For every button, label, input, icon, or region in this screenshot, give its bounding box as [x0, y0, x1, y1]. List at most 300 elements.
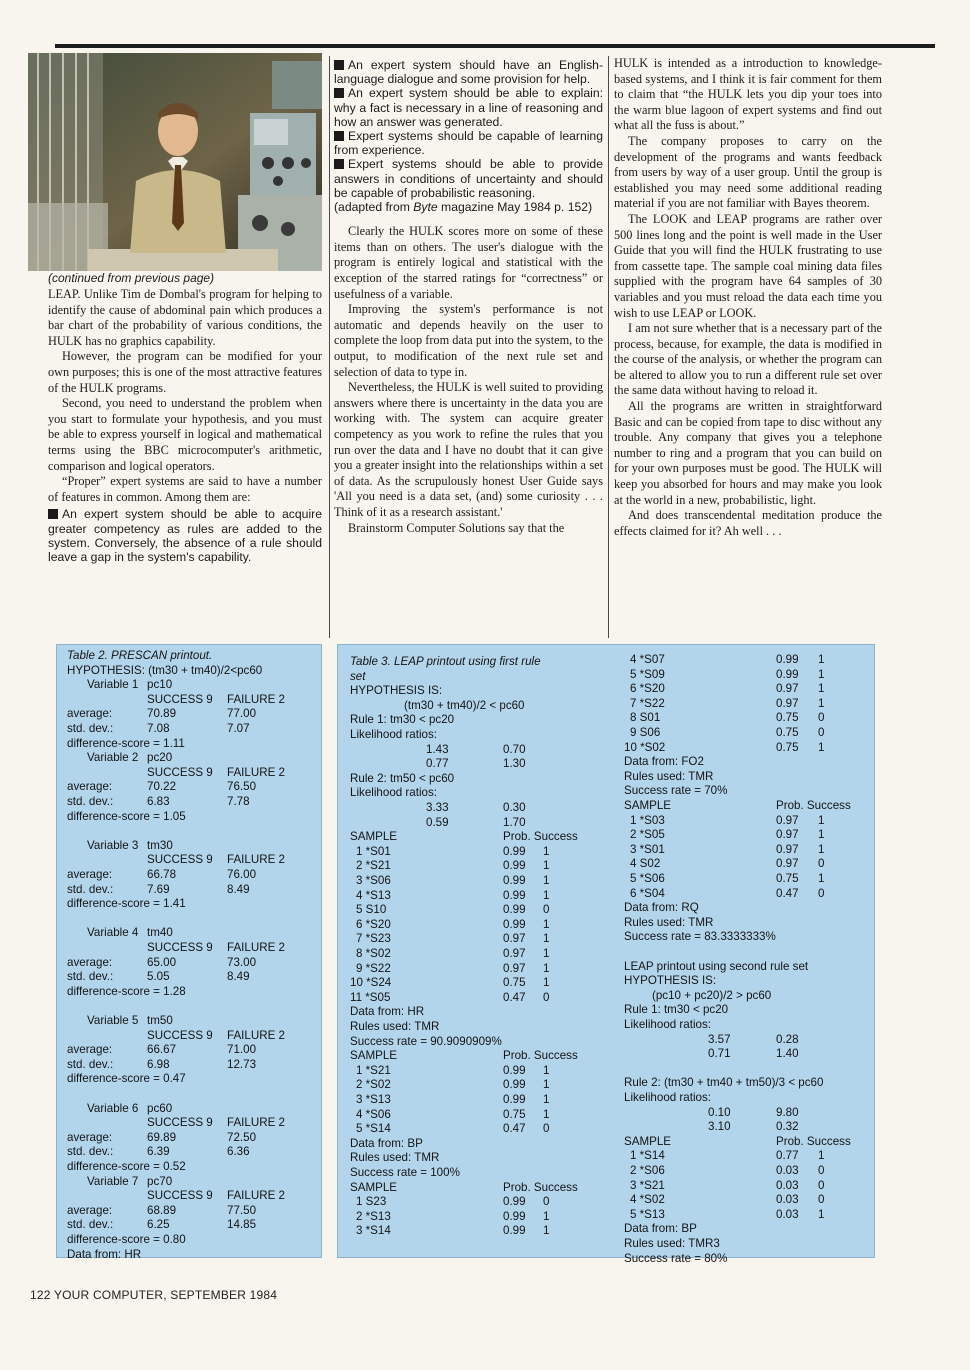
table-cell: 0.99	[503, 874, 526, 887]
table-cell: difference-score = 1.11	[67, 736, 185, 750]
table-row	[338, 918, 606, 933]
table-cell: 0.75	[776, 726, 799, 739]
table-cell: pc20	[147, 751, 173, 765]
table-cell: 0.97	[503, 961, 526, 975]
table-cell: 8.49	[227, 882, 250, 896]
table-cell: 0.99	[503, 859, 526, 873]
table-cell: std. dev.:	[67, 795, 114, 808]
col1-paragraph: Second, you need to understand the problem when you start to formulate your hypothesis, and you must be able to express yourself in logical and mathematical terms using the BBC microcomputer's arithmetic, comparison and logical operators.	[48, 396, 322, 473]
table-cell: 76.00	[227, 868, 257, 881]
table-row	[608, 1120, 874, 1135]
table-cell: 0.97	[776, 696, 799, 710]
table-row	[608, 1252, 874, 1267]
table-row	[338, 962, 606, 977]
table-cell: 0.28	[776, 1032, 799, 1046]
table-cell: SUCCESS 9	[147, 692, 213, 706]
table-cell: 5 *S13	[630, 1207, 665, 1221]
table-cell: 66.78	[147, 868, 177, 881]
table-row	[338, 699, 606, 714]
table-cell: Success rate = 83.3333333%	[624, 930, 776, 944]
table-cell: Variable 5	[87, 1014, 139, 1027]
table-row	[338, 889, 606, 904]
table-row	[608, 960, 874, 975]
col2-paragraph: Clearly the HULK scores more on some of these items than on others. The user's dialogue with the program is entirely logical and statistical with the exception of the starred ratings for “correctness” or usefulness of a variable.	[334, 224, 603, 301]
table-cell: 3 *S06	[356, 874, 391, 887]
table-cell: Table 2. PRESCAN printout.	[67, 649, 213, 662]
table-row	[57, 1175, 321, 1190]
table-row	[57, 766, 321, 781]
table-cell: 1 *S21	[356, 1063, 391, 1077]
table-cell: 6 *S20	[630, 682, 665, 696]
table-row	[57, 1058, 321, 1073]
col2-paragraph: Brainstorm Computer Solutions say that the	[348, 520, 565, 535]
table-cell: 1	[543, 1078, 550, 1092]
table-cell: Data from: HR	[67, 1247, 142, 1261]
table-cell: Rules used: TMR	[350, 1020, 440, 1033]
table-cell: 0.47	[503, 1122, 526, 1136]
table-cell: average:	[67, 955, 113, 969]
table-cell: 70.89	[147, 707, 177, 721]
table-cell: average:	[67, 1130, 113, 1144]
table-cell: 7 *S23	[356, 932, 391, 946]
feature-bullet: An expert system should have an English-language dialogue and some provision for help.	[334, 58, 603, 87]
table-row	[338, 816, 606, 831]
table-cell: Likelihood ratios:	[624, 1018, 712, 1031]
table-cell: FAILURE 2	[227, 941, 285, 954]
table-cell: 70.22	[147, 780, 177, 794]
table-row	[57, 926, 321, 941]
table-row	[57, 751, 321, 766]
table-cell: 9.80	[776, 1105, 799, 1119]
table-row	[57, 999, 321, 1014]
table-row	[57, 1131, 321, 1146]
table-cell: 68.89	[147, 1203, 177, 1217]
table-cell: SUCCESS 9	[147, 1028, 213, 1042]
table-row	[608, 1091, 874, 1106]
table-row	[338, 1049, 606, 1064]
table-cell: 0.99	[503, 1063, 526, 1077]
table-cell: SAMPLE	[624, 799, 672, 812]
table-row	[608, 784, 874, 799]
table-row	[608, 974, 874, 989]
col1-paragraph: LEAP. Unlike Tim de Dombal's program for helping to identify the cause of abdominal pain which produces a bar chart of the probability of various conditions, the HULK has no graphics capability.	[48, 287, 322, 348]
table-row	[608, 916, 874, 931]
table-cell: 1	[818, 828, 825, 842]
table-cell: 6 *S20	[356, 917, 391, 931]
col1-paragraph: However, the program can be modified for your own purposes; this is one of the most attractive features of the HULK programs.	[48, 349, 322, 395]
table-cell: average:	[67, 780, 113, 794]
table-row	[608, 653, 874, 668]
bullet-square-icon	[334, 131, 344, 141]
table-row	[57, 853, 321, 868]
table-row	[338, 1064, 606, 1079]
table-cell: 3.33	[426, 801, 449, 814]
table-row	[608, 799, 874, 814]
table-cell: 0	[543, 1195, 550, 1209]
table-row	[608, 1135, 874, 1150]
table-row	[608, 1193, 874, 1208]
col3-paragraph: And does transcendental meditation produce the effects claimed for it? Ah well . . .	[614, 508, 882, 538]
table-cell: 2 *S13	[356, 1209, 391, 1223]
table-row	[57, 795, 321, 810]
table-cell: SUCCESS 9	[147, 853, 213, 867]
table-cell: Success rate = 100%	[350, 1166, 460, 1179]
table-row	[338, 655, 606, 670]
table-cell: HYPOTHESIS: (tm30 + tm40)/2<pc60	[67, 663, 263, 677]
table-row	[608, 726, 874, 741]
table-cell: 2 *S05	[630, 828, 665, 842]
table-cell: 1	[818, 842, 825, 856]
table-cell: 1	[543, 932, 550, 946]
table-row	[608, 770, 874, 785]
table-cell: std. dev.:	[67, 1218, 114, 1232]
table-cell: Rule 2: (tm30 + tm40 + tm50)/3 < pc60	[624, 1076, 824, 1090]
table-cell: Data from: FO2	[624, 755, 704, 769]
table-row	[57, 824, 321, 839]
table-row	[608, 1222, 874, 1237]
col3-paragraph: The LOOK and LEAP programs are rather over 500 lines long and the point is well made in the User Guide that you will find the HULK frustrating to use from cassette tape. The sample coal mining data files supplied with the program have 64 samples of 30 variables and you must reload the data each time you wish to use LEAP or LOOK.	[614, 211, 882, 320]
table-cell: 1	[543, 961, 550, 975]
table-row	[57, 868, 321, 883]
table-cell: 5 *S06	[630, 872, 665, 885]
bullet-square-icon	[334, 88, 344, 98]
table-cell: std. dev.:	[67, 882, 114, 896]
col2-paragraph: Nevertheless, the HULK is well suited to providing answers where there is uncertainty in the data you are working with. The system can acquire greater competency as you work to refine the rules that you run over the data and I have no doubt that it can give you a greater insight into the relationships within a set of data. As the scrupulously honest User Guide says 'All you need is a data set, (and) some curiosity . . . Think of it as a research assistant.'	[334, 380, 603, 519]
table-cell: 1	[543, 874, 550, 887]
table-cell: Prob. Success	[776, 799, 851, 812]
table-row	[57, 737, 321, 752]
table-cell: Likelihood ratios:	[350, 728, 438, 741]
table-cell: std. dev.:	[67, 970, 114, 984]
table-cell: 0.99	[503, 917, 526, 931]
table-cell: Success rate = 70%	[624, 784, 728, 798]
table-row	[608, 1062, 874, 1077]
table-cell: 7.69	[147, 882, 170, 896]
table-row	[338, 1137, 606, 1152]
table-cell: 9 *S22	[356, 961, 391, 975]
table-cell: 0	[818, 1178, 825, 1192]
table-row	[608, 1237, 874, 1252]
table-cell: difference-score = 1.05	[67, 809, 186, 823]
table-cell: 0	[818, 1164, 825, 1177]
table-cell: 4 *S06	[356, 1107, 391, 1121]
table-cell: Rule 1: tm30 < pc20	[350, 713, 455, 727]
table-row	[338, 991, 606, 1006]
table-cell: 0.99	[776, 667, 799, 681]
table-row	[338, 786, 606, 801]
table-cell: 1	[818, 813, 825, 827]
table-cell: 1.30	[503, 757, 526, 771]
table-cell: 10 *S24	[350, 976, 392, 990]
table-row	[57, 1218, 321, 1233]
table-cell: 1.70	[503, 815, 526, 829]
table-cell: Prob. Success	[776, 1134, 851, 1148]
table-cell: 2 *S21	[356, 859, 391, 873]
table-cell: 0.97	[503, 932, 526, 946]
table-cell: 1 *S14	[630, 1149, 665, 1163]
table-cell: tm40	[147, 926, 173, 940]
table-cell: 10 *S02	[624, 740, 666, 754]
table-cell: difference-score = 0.52	[67, 1160, 186, 1173]
table-row	[338, 1093, 606, 1108]
table-row	[57, 839, 321, 854]
table-cell: 3 *S01	[630, 842, 665, 856]
table-row	[338, 801, 606, 816]
table-row	[57, 722, 321, 737]
table-row	[608, 668, 874, 683]
col1-paragraph: “Proper” expert systems are said to have a number of features in common. Among them are:	[48, 474, 322, 504]
table-cell: Variable 7	[87, 1174, 139, 1188]
table-cell: pc60	[147, 1101, 173, 1115]
table-row	[608, 741, 874, 756]
table-cell: Prob. Success	[503, 1049, 578, 1063]
table-cell: Likelihood ratios:	[624, 1091, 712, 1104]
table-cell: 1 *S01	[356, 844, 391, 858]
table-cell: 0.32	[776, 1120, 799, 1134]
table-cell: 0.03	[776, 1164, 799, 1177]
table-row	[338, 830, 606, 845]
table-row	[57, 956, 321, 971]
feature-list	[334, 58, 603, 214]
table-cell: 1	[818, 653, 825, 666]
table-cell: 8.49	[227, 970, 250, 984]
table-cell: SAMPLE	[350, 830, 398, 844]
table-cell: SUCCESS 9	[147, 1116, 213, 1130]
table-cell: 14.85	[227, 1218, 257, 1232]
table-row	[338, 1151, 606, 1166]
table-cell: Likelihood ratios:	[350, 786, 438, 800]
table-cell: 76.50	[227, 780, 257, 794]
table-cell: 77.00	[227, 707, 257, 721]
table-cell: Rule 1: tm30 < pc20	[624, 1003, 729, 1017]
table-cell: 1	[543, 859, 550, 873]
table-row	[608, 755, 874, 770]
table-row	[57, 810, 321, 825]
table-cell: 4 *S07	[630, 653, 665, 666]
table-row	[338, 932, 606, 947]
table-row	[57, 1102, 321, 1117]
table-cell: 3.57	[708, 1032, 731, 1046]
table-row	[338, 859, 606, 874]
table-cell: FAILURE 2	[227, 692, 285, 706]
table-cell: 6.25	[147, 1218, 170, 1232]
table-cell: 1	[818, 667, 825, 681]
table-row	[608, 1179, 874, 1194]
table-row	[608, 1106, 874, 1121]
table-cell: 0.75	[776, 872, 799, 885]
table-cell: 3 *S14	[356, 1224, 391, 1238]
table-cell: 4 *S02	[630, 1193, 665, 1207]
col1-bullet	[48, 507, 322, 564]
table-cell: Variable 4	[87, 926, 139, 940]
table-cell: 71.00	[227, 1043, 257, 1057]
column-divider	[329, 56, 330, 638]
table-cell: 69.89	[147, 1130, 177, 1144]
table-row	[338, 1224, 606, 1239]
table-cell: 0.75	[776, 711, 799, 725]
table-cell: 0.97	[776, 842, 799, 856]
table-cell: 6 *S04	[630, 886, 665, 900]
table-cell: difference-score = 0.47	[67, 1072, 186, 1086]
table-row	[338, 1005, 606, 1020]
table-cell: 0.59	[426, 815, 449, 829]
table-row	[608, 1018, 874, 1033]
col3-paragraph: The company proposes to carry on the development of the programs and wants feedback from users by way of a user group. Until the group is established you may need some additional reading material if you are not familiar with Bayes theorem.	[614, 133, 882, 211]
table-cell: difference-score = 1.28	[67, 984, 186, 998]
table-row	[57, 941, 321, 956]
table-cell: 0.99	[503, 1195, 526, 1209]
top-rule	[55, 44, 935, 48]
table-cell: 1	[818, 872, 825, 885]
table-row	[57, 985, 321, 1000]
table-row	[57, 1248, 321, 1263]
table-cell: 2 *S02	[356, 1078, 391, 1092]
table-cell: 2 *S06	[630, 1164, 665, 1177]
table-row	[608, 1047, 874, 1062]
table-cell: Success rate = 80%	[624, 1251, 728, 1265]
col3-paragraph: All the programs are written in straightforward Basic and can be copied from tape to disc without any trouble. Any company that gives you a telephone number to ring and a program that you can build on for your own purposes must be good. The HULK will keep you absorbed for hours and may make you look at the world in a new, probabilistic, light.	[614, 399, 882, 507]
table-cell: 11 *S05	[350, 990, 391, 1004]
table-cell: 1.43	[426, 742, 449, 756]
table-cell: 0.99	[776, 653, 799, 666]
table-cell: 0.99	[503, 844, 526, 858]
column-2	[334, 58, 603, 638]
table-row	[608, 1208, 874, 1223]
feature-bullet: Expert systems should be able to provide answers in conditions of uncertainty and should be capable of probabilistic reasoning.	[334, 157, 603, 200]
table-cell: 1	[818, 1149, 825, 1163]
feature-bullet: An expert system should be able to explain: why a fact is necessary in a line of reasoning and how an answer was generated.	[334, 86, 603, 129]
table-row	[338, 772, 606, 787]
table-cell: (tm30 + tm40)/2 < pc60	[404, 698, 525, 712]
table-cell: 0	[543, 903, 550, 917]
table-cell: tm30	[147, 838, 173, 852]
table-cell: Prob. Success	[503, 1180, 578, 1194]
table-cell: tm50	[147, 1014, 173, 1027]
table-row	[608, 843, 874, 858]
table-row	[57, 1160, 321, 1175]
table-cell: SUCCESS 9	[147, 1189, 213, 1203]
table-cell: difference-score = 0.80	[67, 1233, 186, 1246]
table-row	[57, 693, 321, 708]
table-cell: 3 *S21	[630, 1178, 665, 1192]
table-cell: 0.47	[503, 990, 526, 1004]
table-row	[338, 728, 606, 743]
table-cell: SAMPLE	[350, 1180, 398, 1194]
col2-paragraph: Improving the system's performance is not automatic and depends heavily on the user to complete the loop from data put into the system, to the output, to modification of the next rule set and selection of data to type in.	[334, 302, 603, 379]
table-row	[57, 678, 321, 693]
table-cell: 1	[818, 1207, 825, 1221]
table-row	[57, 780, 321, 795]
table-row	[57, 1014, 321, 1029]
table-cell: pc10	[147, 678, 173, 692]
table-row	[338, 1210, 606, 1225]
table-cell: 1	[543, 976, 550, 990]
table-row	[338, 1166, 606, 1181]
table-cell: 0.71	[708, 1047, 731, 1061]
table-cell: 3 *S13	[356, 1093, 391, 1106]
table-row	[608, 1003, 874, 1018]
table-row	[57, 707, 321, 722]
table-cell: 0.77	[426, 757, 449, 771]
table-cell: 1	[543, 1093, 550, 1106]
table-cell: SUCCESS 9	[147, 765, 213, 779]
table-row	[57, 1189, 321, 1204]
table-cell: 0.97	[776, 813, 799, 827]
table-cell: 5 *S09	[630, 667, 665, 681]
table-row	[57, 1043, 321, 1058]
table-cell: 1	[543, 888, 550, 902]
table-cell: std. dev.:	[67, 1057, 114, 1071]
table-cell: 0	[818, 857, 825, 871]
table-cell: Prob. Success	[503, 830, 578, 844]
table-cell: FAILURE 2	[227, 1028, 285, 1042]
table-cell: 6.98	[147, 1057, 170, 1071]
table-row	[338, 845, 606, 860]
table-row	[608, 682, 874, 697]
table-cell: average:	[67, 707, 113, 721]
table-cell: 5.05	[147, 970, 170, 984]
table-cell: 0.97	[776, 828, 799, 842]
table-cell: 0.97	[776, 682, 799, 696]
table-row	[338, 1108, 606, 1123]
table-cell: 0.99	[503, 1224, 526, 1238]
table-row	[338, 947, 606, 962]
source-note: (adapted from Byte magazine May 1984 p. 152)	[334, 200, 593, 215]
table-cell: Rule 2: tm50 < pc60	[350, 771, 455, 785]
table-row	[338, 670, 606, 685]
table-cell: 6.36	[227, 1145, 250, 1159]
table-cell: 3.10	[708, 1120, 731, 1134]
table-cell: 1	[543, 1063, 550, 1077]
table-cell: 1	[543, 917, 550, 931]
table-cell: 1	[543, 844, 550, 858]
table-cell: 0.03	[776, 1193, 799, 1207]
bullet-square-icon	[48, 509, 58, 519]
table-cell: 1	[543, 947, 550, 960]
table-cell: average:	[67, 868, 113, 881]
table-cell: 0.77	[776, 1149, 799, 1163]
table-row	[338, 713, 606, 728]
table-cell: 0.75	[776, 740, 799, 754]
column-divider	[608, 56, 609, 638]
table-cell: 0.97	[776, 857, 799, 871]
table-cell: Data from: BP	[350, 1136, 423, 1150]
table-cell: Rules used: TMR	[350, 1151, 440, 1165]
table-cell: Data from: HR	[350, 1005, 425, 1019]
table-cell: 0.99	[503, 888, 526, 902]
table-cell: 5 S10	[356, 903, 387, 917]
table-cell: Variable 6	[87, 1101, 139, 1115]
table-cell: set	[350, 669, 366, 683]
table-cell: 0.47	[776, 886, 799, 900]
table-cell: std. dev.:	[67, 722, 114, 735]
table-row	[608, 901, 874, 916]
table-row	[608, 697, 874, 712]
table-cell: 4 S02	[630, 857, 661, 871]
table-cell: 1	[543, 1107, 550, 1121]
table-row	[608, 1164, 874, 1179]
table-cell: 1.40	[776, 1047, 799, 1061]
table-cell: 0.75	[503, 1107, 526, 1121]
table-cell: 6.39	[147, 1145, 170, 1159]
table-cell: FAILURE 2	[227, 765, 285, 779]
table-cell: Table 3. LEAP printout using first rule	[350, 655, 541, 668]
table-row	[338, 1181, 606, 1196]
col3-paragraph: HULK is intended as a introduction to knowledge-based systems, and I think it is fair comment for them to claim that “the HULK lets you dip your toes into the warm blue lagoon of expert systems and find out what all the fuss is about.”	[614, 56, 882, 133]
bullet-square-icon	[334, 159, 344, 169]
table-cell: 1 *S03	[630, 813, 665, 827]
table-cell: 7 *S22	[630, 696, 665, 710]
